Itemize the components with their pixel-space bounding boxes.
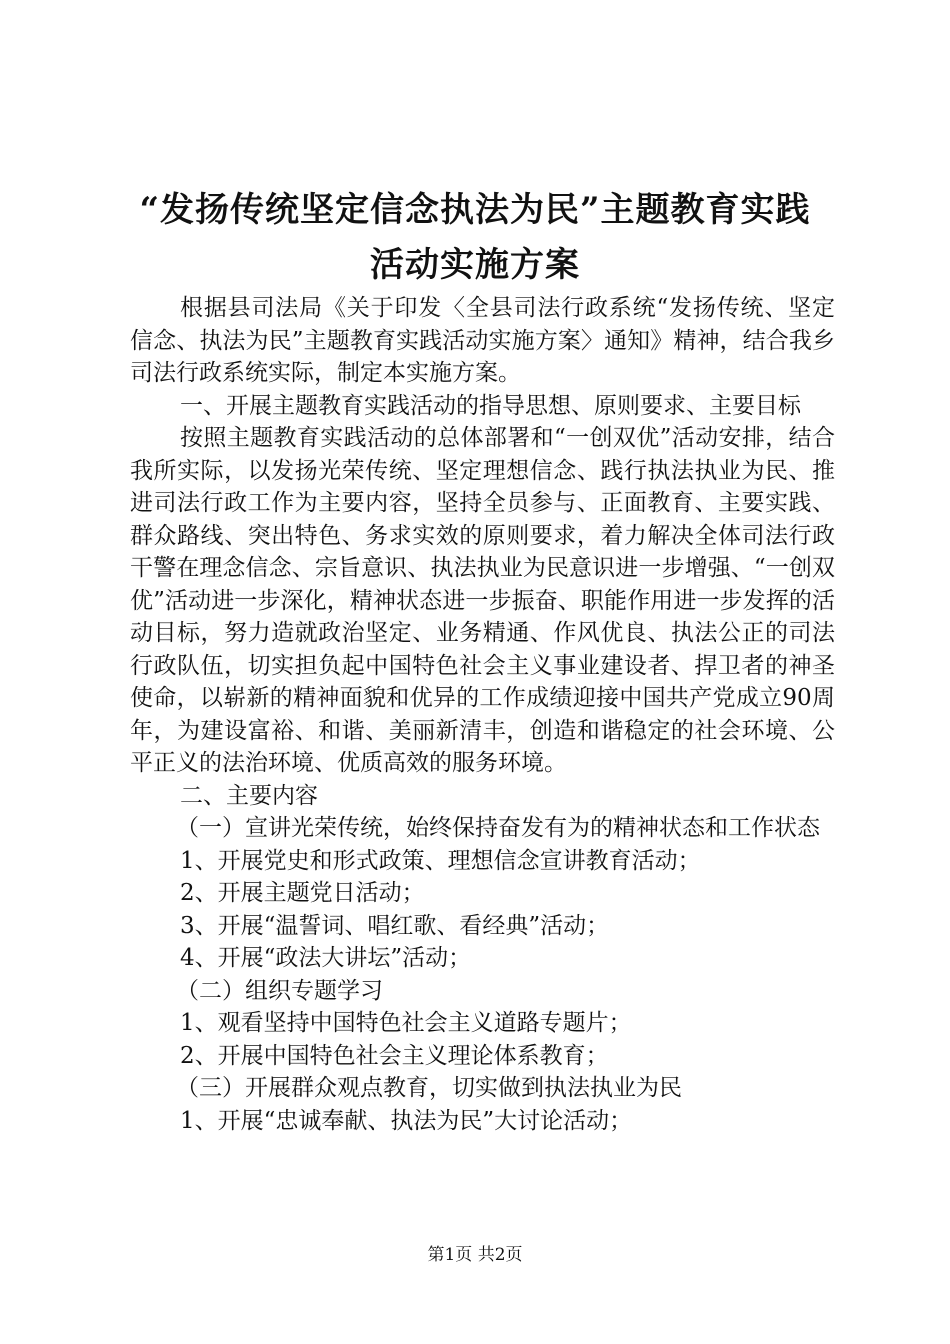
list-item: 2、开展主题党日活动； [180,880,425,906]
subsection-heading-3: （三）开展群众观点教育，切实做到执法执业为民 [176,1075,682,1101]
list-item: 2、开展中国特色社会主义理论体系教育； [180,1042,609,1069]
section-heading-2: 二、主要内容 [180,782,318,809]
intro-paragraph: 根据县司法局《关于印发〈全县司法行政系统“发扬传统、坚定信念、执法为民”主题教育实践活动实施方案〉通知》精神，结合我乡司法行政系统实际，制定本实施方案。 [130,295,835,386]
list-item: 4、开展“政法大讲坛”活动； [180,945,472,971]
page-number-footer: 第1页 共2页 [427,1245,523,1265]
list-item: 1、开展“忠诚奉献、执法为民”大讨论活动； [180,1107,633,1134]
list-item: 1、开展党史和形式政策、理想信念宣讲教育活动； [180,847,701,874]
document-title-line-2: 活动实施方案 [370,245,580,285]
document-title-line-1: “发扬传统坚定信念执法为民”主题教育实践 [139,190,811,230]
list-item: 3、开展“温誓词、唱红歌、看经典”活动； [180,912,610,939]
subsection-heading-2: （二）组织专题学习 [176,977,383,1004]
guiding-principles-paragraph: 按照主题教育实践活动的总体部署和“一创双优”活动安排，结合我所实际，以发扬光荣传统、坚定理想信念、践行执法执业为民、推进司法行政工作为主要内容，坚持全员参与、正面教育、主要实践、群众路线、突出特色、务求实效的原则要求，着力解决全体司法行政干警在理念信念、宗旨意识、执法执业为民意识进一步增强、“一创双优”活动进一步深化，精神状态进一步振奋、职能作用进一步发挥的活动目标，努力造就政治坚定、业务精通、作风优良、执法公正的司法行政队伍，切实担负起中国特色社会主义事业建设者、捍卫者的神圣使命，以崭新的精神面貌和优异的工作成绩迎接中国共产党成立90周年，为建设富裕、和谐、美丽新清丰，创造和谐稳定的社会环境、公平正义的法治环境、优质高效的服务环境。 [130,425,835,776]
subsection-heading-1: （一）宣讲光荣传统，始终保持奋发有为的精神状态和工作状态 [176,815,820,841]
section-heading-1: 一、开展主题教育实践活动的指导思想、原则要求、主要目标 [180,392,801,419]
list-item: 1、观看坚持中国特色社会主义道路专题片； [180,1010,632,1036]
document-body [130,292,835,1137]
